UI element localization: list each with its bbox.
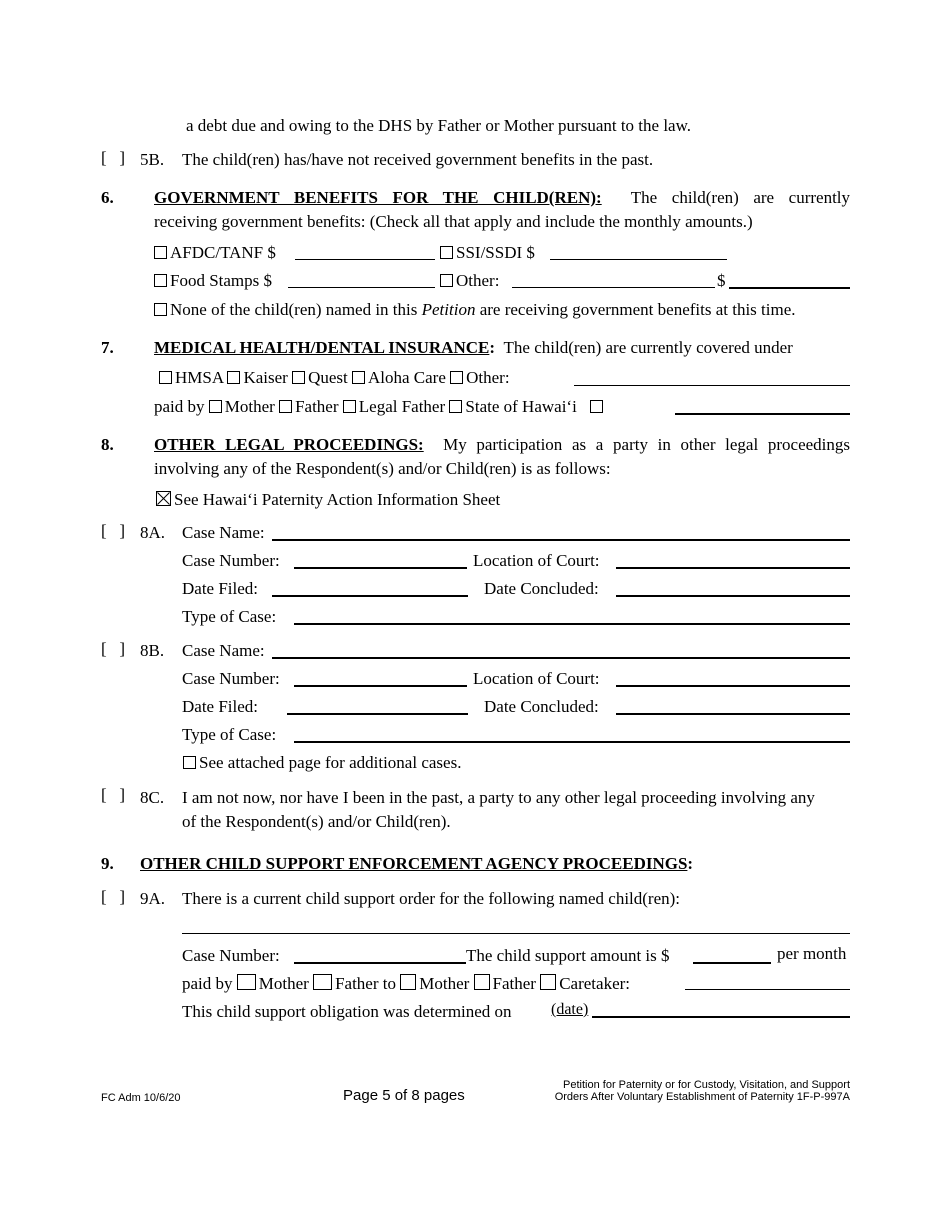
8a-case-number-field[interactable] bbox=[294, 567, 467, 569]
ssi-option[interactable]: SSI/SSDI $ bbox=[440, 243, 535, 263]
payee-father-checkbox[interactable] bbox=[474, 974, 490, 990]
section-6-heading: GOVERNMENT BENEFITS FOR THE CHILD(REN): bbox=[154, 188, 602, 207]
checkbox-8a[interactable]: [ ] bbox=[101, 521, 126, 540]
paid-mother-checkbox[interactable] bbox=[209, 400, 222, 413]
8b-date-filed-field[interactable] bbox=[287, 713, 468, 715]
8b-location-label: Location of Court: bbox=[473, 669, 600, 688]
support-amount-field[interactable] bbox=[693, 962, 771, 964]
8b-date-filed-label: Date Filed: bbox=[182, 697, 259, 716]
see-attached-checkbox[interactable] bbox=[183, 756, 196, 769]
footer-page-number: Page 5 of 8 pages bbox=[343, 1087, 465, 1104]
other-benefit-checkbox[interactable] bbox=[440, 274, 453, 287]
checkbox-9a[interactable]: [ ] bbox=[101, 887, 126, 906]
debt-line: a debt due and owing to the DHS by Father or Mother pursuant to the law. bbox=[186, 116, 692, 135]
food-stamps-checkbox[interactable] bbox=[154, 274, 167, 287]
payee-caretaker-checkbox[interactable] bbox=[540, 974, 556, 990]
8a-date-filed-label: Date Filed: bbox=[182, 579, 259, 598]
checkbox-5b[interactable]: [ ] bbox=[101, 148, 126, 167]
8a-location-field[interactable] bbox=[616, 567, 850, 569]
other-benefit-amount-field[interactable] bbox=[729, 287, 850, 289]
aloha-care-checkbox[interactable] bbox=[352, 371, 365, 384]
children-names-field[interactable] bbox=[182, 933, 850, 934]
afdc-amount-field[interactable] bbox=[295, 259, 435, 260]
footer-form-title: Petition for Paternity or for Custody, Visitation, and Support Orders After Voluntary Establishment of Paternity 1F-P-997A bbox=[554, 1079, 850, 1103]
8a-case-number-label: Case Number: bbox=[182, 551, 280, 570]
insurance-other-field[interactable] bbox=[574, 385, 850, 386]
8a-date-concluded-field[interactable] bbox=[616, 595, 850, 597]
payer-father-checkbox[interactable] bbox=[313, 974, 332, 990]
checkbox-8b[interactable]: [ ] bbox=[101, 639, 126, 658]
insurance-options: HMSA Kaiser Quest Aloha Care Other: bbox=[159, 368, 510, 388]
item-5b-text: The child(ren) has/have not received government benefits in the past. bbox=[182, 150, 654, 169]
section-8-number: 8. bbox=[101, 435, 114, 454]
paid-legal-father-checkbox[interactable] bbox=[343, 400, 356, 413]
paid-father-checkbox[interactable] bbox=[279, 400, 292, 413]
9a-case-number-label: Case Number: bbox=[182, 946, 280, 965]
item-9a-number: 9A. bbox=[140, 889, 166, 908]
8b-case-number-field[interactable] bbox=[294, 685, 467, 687]
section-9-heading: OTHER CHILD SUPPORT ENFORCEMENT AGENCY PROCEEDINGS bbox=[140, 854, 688, 873]
see-attached-option[interactable]: See attached page for additional cases. bbox=[183, 753, 461, 773]
8a-date-concluded-label: Date Concluded: bbox=[484, 579, 599, 598]
8a-case-name-field[interactable] bbox=[272, 539, 850, 541]
paid-other-checkbox[interactable] bbox=[590, 400, 603, 413]
section-7-line1: MEDICAL HEALTH/DENTAL INSURANCE: The child(ren) are currently covered under bbox=[154, 338, 793, 357]
item-8b-number: 8B. bbox=[140, 641, 165, 660]
section-8-heading: OTHER LEGAL PROCEEDINGS: bbox=[154, 435, 424, 454]
afdc-checkbox[interactable] bbox=[154, 246, 167, 259]
8a-case-name-label: Case Name: bbox=[182, 523, 265, 542]
section-9-heading-wrap: OTHER CHILD SUPPORT ENFORCEMENT AGENCY PROCEEDINGS: bbox=[140, 854, 694, 873]
per-month-label: per month bbox=[777, 944, 847, 963]
8b-location-field[interactable] bbox=[616, 685, 850, 687]
determined-date-field[interactable] bbox=[592, 1016, 850, 1018]
ssi-amount-field[interactable] bbox=[550, 259, 727, 260]
determined-on-label: This child support obligation was determined on bbox=[182, 1002, 512, 1021]
8b-case-name-field[interactable] bbox=[272, 657, 850, 659]
paid-other-field[interactable] bbox=[675, 413, 850, 415]
afdc-option[interactable]: AFDC/TANF $ bbox=[154, 243, 276, 263]
8b-date-concluded-field[interactable] bbox=[616, 713, 850, 715]
section-7-number: 7. bbox=[101, 338, 114, 357]
other-dollar-sign: $ bbox=[717, 271, 726, 290]
determined-date-placeholder: (date) bbox=[551, 1001, 589, 1018]
item-5b-number: 5B. bbox=[140, 150, 165, 169]
insurance-paid-by: paid by Mother Father Legal Father State of Hawai‘i bbox=[154, 397, 606, 417]
kaiser-checkbox[interactable] bbox=[227, 371, 240, 384]
8b-case-number-label: Case Number: bbox=[182, 669, 280, 688]
support-amount-label: The child support amount is $ bbox=[466, 946, 670, 965]
section-8-line1: OTHER LEGAL PROCEEDINGS: My participation as a party in other legal proceedings bbox=[154, 435, 851, 454]
other-benefit-field[interactable] bbox=[512, 287, 715, 288]
8b-case-name-label: Case Name: bbox=[182, 641, 265, 660]
8a-location-label: Location of Court: bbox=[473, 551, 600, 570]
section-6-number: 6. bbox=[101, 188, 114, 207]
paid-state-checkbox[interactable] bbox=[449, 400, 462, 413]
quest-checkbox[interactable] bbox=[292, 371, 305, 384]
8a-date-filed-field[interactable] bbox=[272, 595, 468, 597]
food-stamps-amount-field[interactable] bbox=[288, 287, 435, 288]
item-9a-text: There is a current child support order for the following named child(ren): bbox=[182, 889, 681, 908]
section-9-number: 9. bbox=[101, 854, 114, 873]
item-8c-line1: I am not now, nor have I been in the past, a party to any other legal proceeding involving any bbox=[182, 788, 815, 807]
8a-type-field[interactable] bbox=[294, 623, 850, 625]
insurance-other-checkbox[interactable] bbox=[450, 371, 463, 384]
payer-mother-checkbox[interactable] bbox=[237, 974, 256, 990]
food-stamps-option[interactable]: Food Stamps $ bbox=[154, 271, 272, 291]
none-benefits-option[interactable]: None of the child(ren) named in this Petition are receiving government benefits at this time. bbox=[154, 300, 796, 320]
see-sheet-checkbox-checked[interactable] bbox=[156, 491, 171, 506]
none-benefits-checkbox[interactable] bbox=[154, 303, 167, 316]
caretaker-field[interactable] bbox=[685, 989, 850, 990]
hmsa-checkbox[interactable] bbox=[159, 371, 172, 384]
item-8c-number: 8C. bbox=[140, 788, 165, 807]
see-sheet-option[interactable]: See Hawai‘i Paternity Action Information Sheet bbox=[156, 490, 500, 510]
8b-type-label: Type of Case: bbox=[182, 725, 277, 744]
ssi-checkbox[interactable] bbox=[440, 246, 453, 259]
section-8-line2: involving any of the Respondent(s) and/or Child(ren) is as follows: bbox=[154, 459, 611, 478]
section-7-heading: MEDICAL HEALTH/DENTAL INSURANCE bbox=[154, 338, 490, 357]
8b-date-concluded-label: Date Concluded: bbox=[484, 697, 599, 716]
section-6-line2: receiving government benefits: (Check all that apply and include the monthly amounts.) bbox=[154, 212, 753, 231]
8b-type-field[interactable] bbox=[294, 741, 850, 743]
footer-form-code: FC Adm 10/6/20 bbox=[101, 1092, 181, 1104]
9a-case-number-field[interactable] bbox=[294, 962, 466, 964]
8a-type-label: Type of Case: bbox=[182, 607, 277, 626]
other-benefit-option[interactable]: Other: bbox=[440, 271, 499, 291]
support-paid-by: paid by Mother Father to Mother Father Caretaker: bbox=[182, 974, 631, 993]
section-6-line1: GOVERNMENT BENEFITS FOR THE CHILD(REN): The child(ren) are currently bbox=[154, 188, 851, 207]
item-8a-number: 8A. bbox=[140, 523, 166, 542]
item-8c-line2: of the Respondent(s) and/or Child(ren). bbox=[182, 812, 451, 831]
checkbox-8c[interactable]: [ ] bbox=[101, 785, 126, 804]
payee-mother-checkbox[interactable] bbox=[400, 974, 416, 990]
